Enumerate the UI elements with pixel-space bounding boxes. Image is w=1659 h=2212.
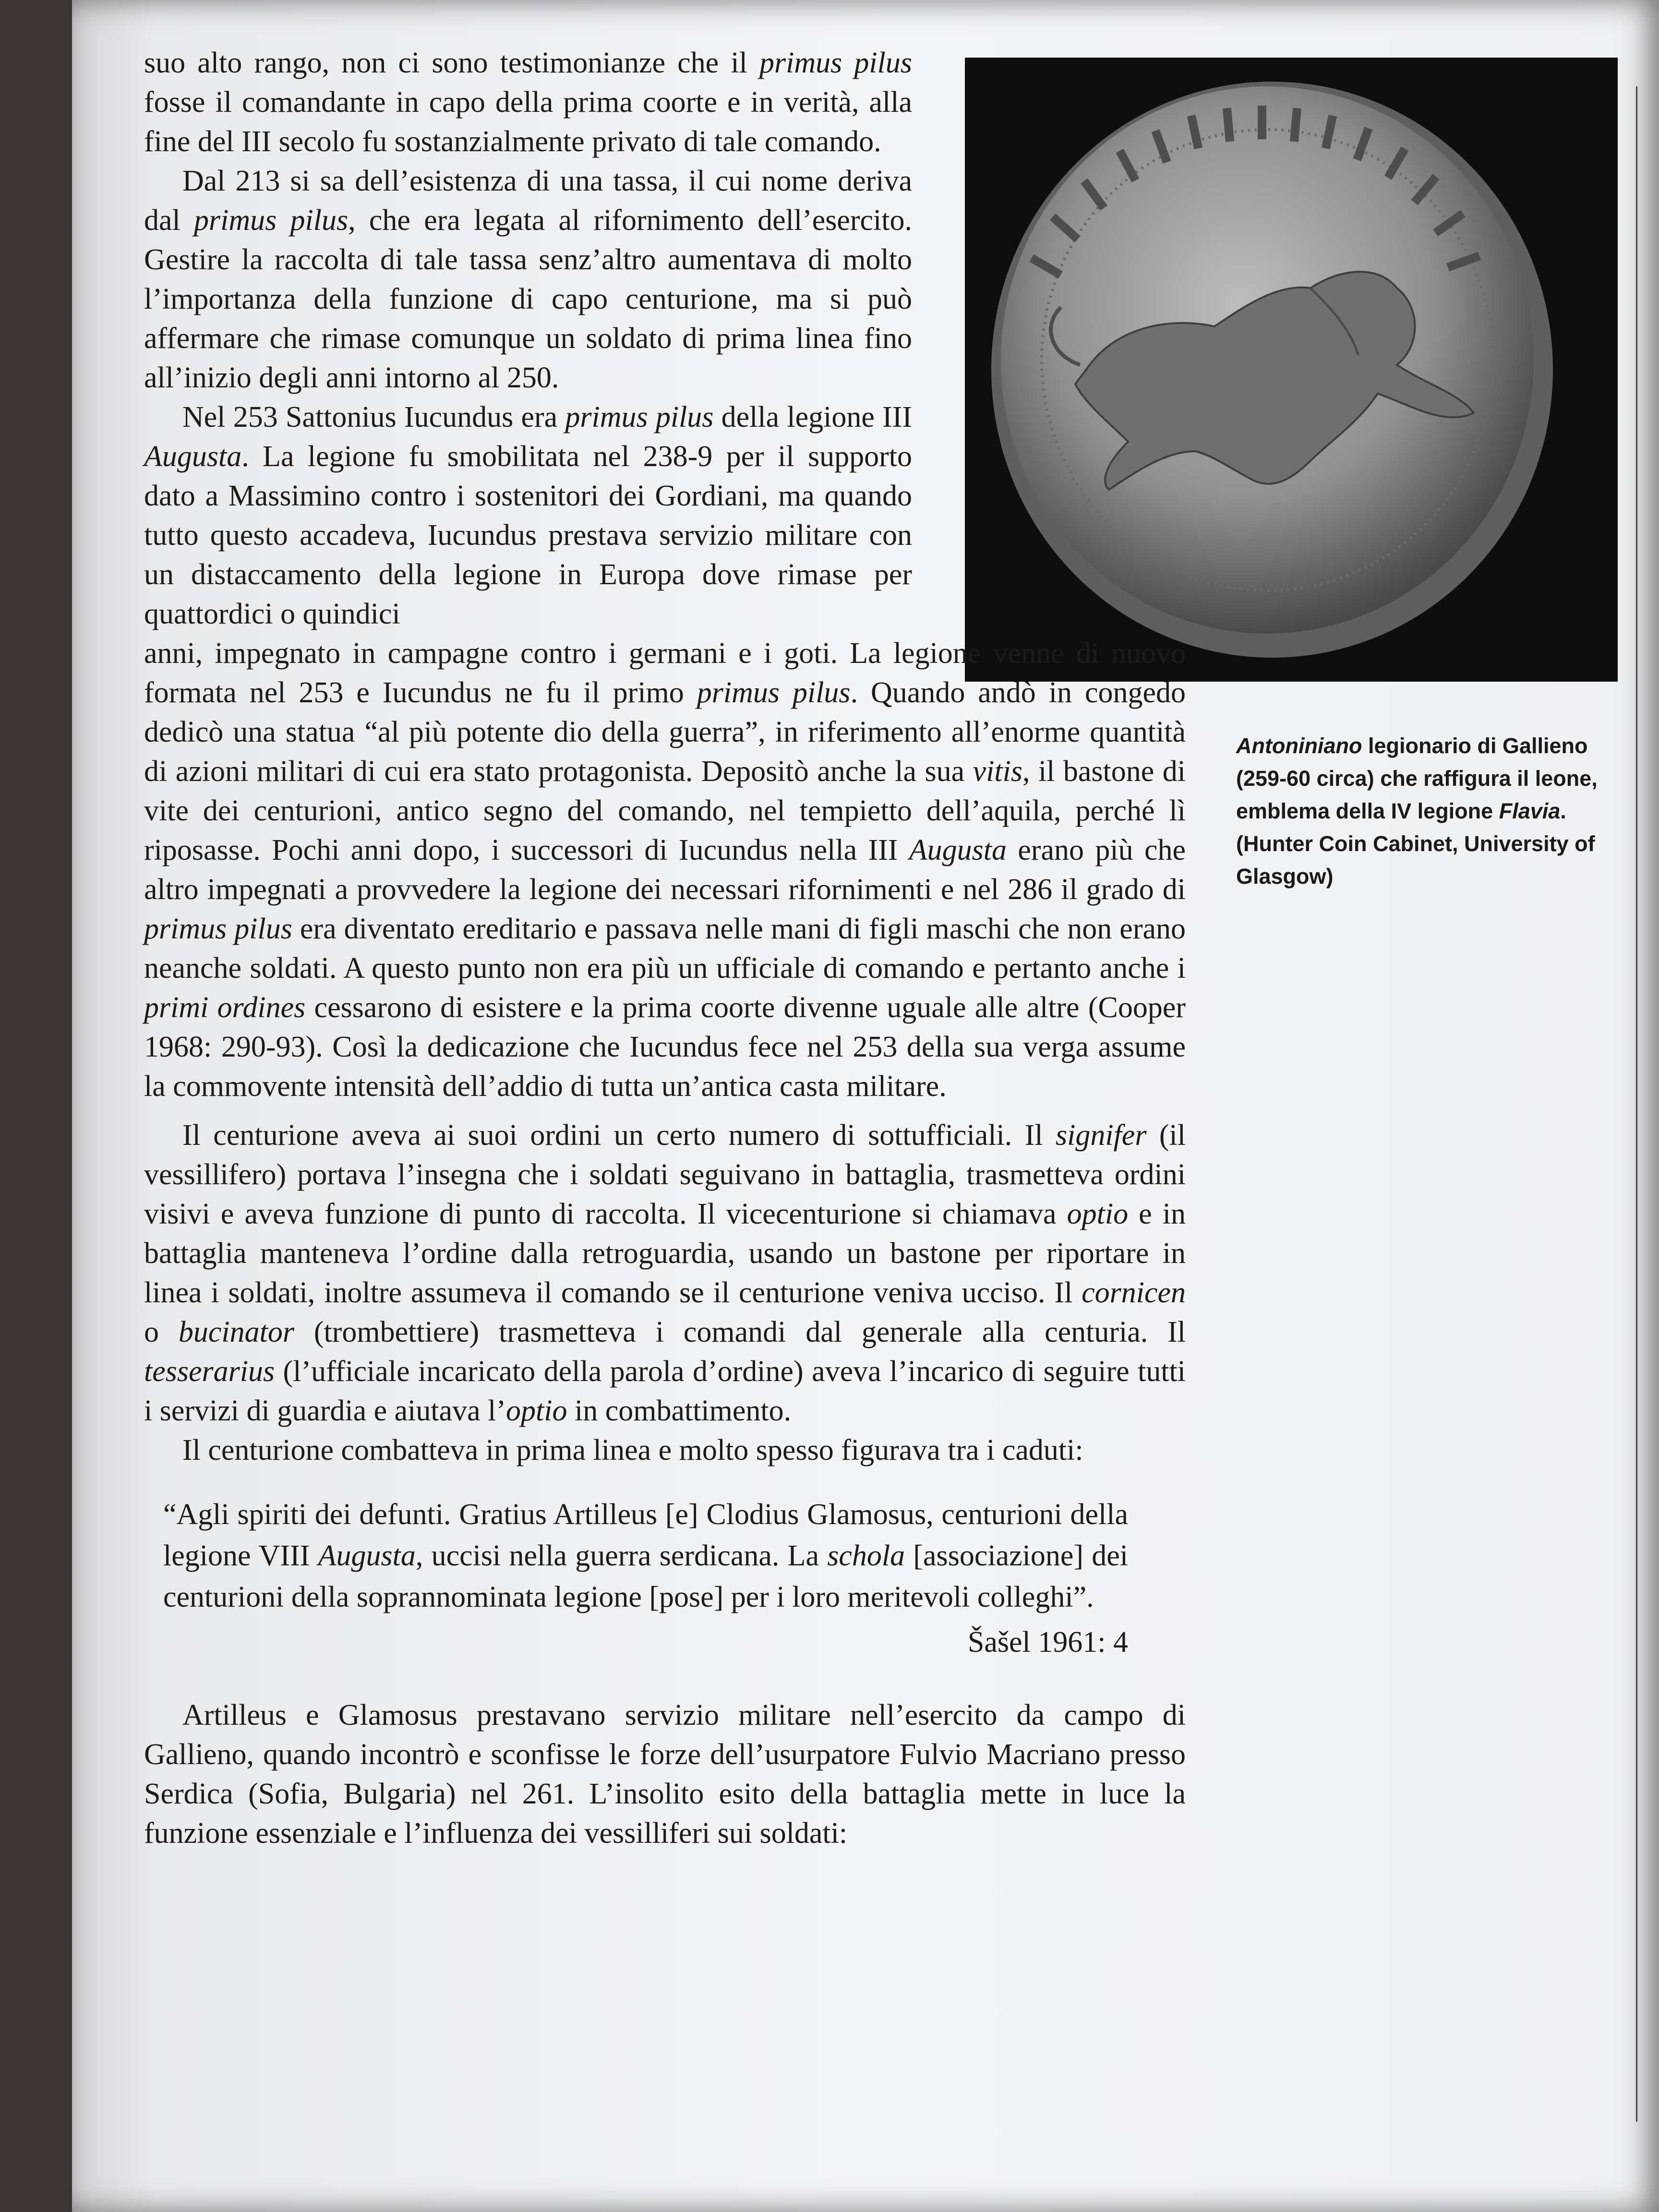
p3-text-c: . La legione fu smobilitata nel 238-9 per il supporto dato a Massimino contro i sostenitori dei Gordiani, ma quando tutto questo accadeva, Iucundus prestava servizio militare con un distaccamento della legione in Europa dove rimase per quattordici o quindici bbox=[144, 440, 912, 630]
p4-italic-4: bucinator bbox=[178, 1316, 295, 1348]
p3-italic-6: primus pilus bbox=[144, 913, 292, 945]
p4-text-d: o bbox=[144, 1316, 179, 1348]
p4-text-f: (l’ufficiale incaricato della parola d’ordine) aveva l’incarico di seguire tutti i servizi di guardia e aiutava l’ bbox=[144, 1355, 1186, 1427]
p3-text-j: cessarono di esistere e la prima coorte divenne uguale alle altre (Cooper 1968: 290-93). Così la dedicazione che Iucundus fece nel 253 della sua verga assume la commovente intensità dell’addio di tutta un’antica casta militare. bbox=[144, 991, 1186, 1103]
paragraph-1 bbox=[144, 43, 912, 161]
p2-text-b: , che era legata al rifornimento dell’esercito. Gestire la raccolta di tale tassa senz’altro aumentava di molto l’importanza della funzione di capo centurione, ma si può affermare che rimase comunque un soldato di prima linea fino all’inizio degli anni intorno al 250. bbox=[144, 204, 912, 394]
paragraph-2 bbox=[144, 161, 912, 397]
body-text bbox=[144, 43, 1186, 1853]
p3-text-g: erano più che altro impegnati a provvedere la legione dei necessari rifornimenti e nel 286 il grado di bbox=[144, 834, 1186, 906]
p4-italic-3: cornicen bbox=[1082, 1276, 1186, 1309]
p4-italic-6: optio bbox=[506, 1395, 567, 1427]
p3-text-e: . Quando andò in congedo dedicò una statua “al più potente dio della guerra”, in riferimento all’enorme quantità di azioni militari di cui era stato protagonista. Depositò anche la sua bbox=[144, 676, 1186, 788]
quote-text-a: “Agli spiriti dei defunti. Gratius Artilleus [e] Clodius Glamosus, centurioni della legione VIII bbox=[163, 1498, 1128, 1572]
p3-text-h: era diventato ereditario e passava nelle mani di figli maschi che non erano neanche soldati. A questo punto non era più un ufficiale di comando e pertanto anche i bbox=[144, 913, 1186, 985]
p1-text-a: suo alto rango, non ci sono testimonianze che il bbox=[144, 47, 759, 79]
caption-italic-flavia: Flavia bbox=[1499, 799, 1561, 823]
p3-text-d: anni, impegnato in campagne contro i germani e i goti. La legione venne di nuovo formata nel 253 e Iucundus ne fu il primo bbox=[144, 637, 1186, 709]
p2-italic: primus pilus bbox=[194, 204, 349, 237]
p1-text-b: fosse il comandante in capo della prima coorte e in verità, alla fine del III secolo fu sostanzialmente privato di tale comando. bbox=[144, 86, 912, 158]
p4-italic-1: signifer bbox=[1056, 1119, 1147, 1152]
p4-text-g: in combattimento. bbox=[567, 1395, 792, 1427]
caption-text-1: legionario di Gallieno (259-60 circa) che raffigura il leone, emblema della IV legione bbox=[1236, 733, 1598, 823]
p1-italic: primus pilus bbox=[759, 47, 913, 79]
quote-italic-1: Augusta bbox=[318, 1539, 416, 1572]
p2-text-a: Dal 213 si sa dell’esistenza di una tassa, il cui nome deriva dal bbox=[144, 165, 912, 237]
paragraph-3-start bbox=[144, 397, 912, 634]
p3-text-b: della legione III bbox=[713, 401, 912, 433]
paragraph-5: Il centurione combatteva in prima linea e molto spesso figurava tra i caduti: bbox=[182, 1434, 1083, 1467]
caption-text-2: . (Hunter Coin Cabinet, University of Glasgow) bbox=[1236, 799, 1595, 889]
p4-text-b: (il vessillifero) portava l’insegna che i soldati seguivano in battaglia, trasmetteva ordini visivi e aveva funzione di punto di raccolta. Il vicecenturione si chiamava bbox=[144, 1119, 1186, 1230]
p3-italic-7: primi ordines bbox=[144, 991, 306, 1024]
block-quote bbox=[163, 1494, 1128, 1618]
p4-text-a: Il centurione aveva ai suoi ordini un certo numero di sottufficiali. Il bbox=[182, 1119, 1056, 1152]
quote-text-b: , uccisi nella guerra serdicana. La bbox=[415, 1539, 828, 1572]
paragraph-6: Artilleus e Glamosus prestavano servizio militare nell’esercito da campo di Gallieno, quando incontrò e sconfisse le forze dell’usurpatore Fulvio Macriano presso Serdica (Sofia, Bulgaria) nel 261. L’insolito esito della battaglia mette in luce la funzione essenziale e l’influenza dei vessilliferi sui soldati: bbox=[144, 1699, 1186, 1850]
paragraph-4 bbox=[144, 1116, 1186, 1431]
margin-rule bbox=[1636, 86, 1637, 2122]
paragraph-3-cont bbox=[144, 634, 1186, 1106]
p3-text-f: , il bastone di vite dei centurioni, antico segno del comando, nel tempietto dell’aquila, perché lì riposasse. Pochi anni dopo, i successori di Iucundus nella III bbox=[144, 755, 1186, 866]
quote-text-c: [associazione] dei centurioni della soprannominata legione [pose] per i loro meritevoli colleghi”. bbox=[163, 1539, 1128, 1613]
p3-text-a: Nel 253 Sattonius Iucundus era bbox=[182, 401, 565, 433]
figure-caption bbox=[1236, 730, 1620, 893]
p3-italic-5: Augusta bbox=[909, 834, 1007, 866]
p3-italic-1: primus pilus bbox=[565, 401, 714, 433]
p4-italic-5: tesserarius bbox=[144, 1355, 275, 1388]
p4-italic-2: optio bbox=[1067, 1198, 1129, 1230]
caption-italic-antoniniano: Antoniniano bbox=[1236, 733, 1362, 758]
quote-italic-2: schola bbox=[827, 1539, 905, 1572]
p4-text-c: e in battaglia manteneva l’ordine dalla retroguardia, usando un bastone per riportare in linea i soldati, inoltre assumeva il comando se il centurione veniva ucciso. Il bbox=[144, 1198, 1186, 1309]
p4-text-e: (trombettiere) trasmetteva i comandi dal generale alla centuria. Il bbox=[294, 1316, 1186, 1348]
p3-italic-2: Augusta bbox=[144, 440, 242, 473]
p3-italic-3: primus pilus bbox=[697, 676, 851, 709]
quote-reference: Šašel 1961: 4 bbox=[967, 1626, 1128, 1659]
p3-italic-4: vitis bbox=[973, 755, 1022, 788]
